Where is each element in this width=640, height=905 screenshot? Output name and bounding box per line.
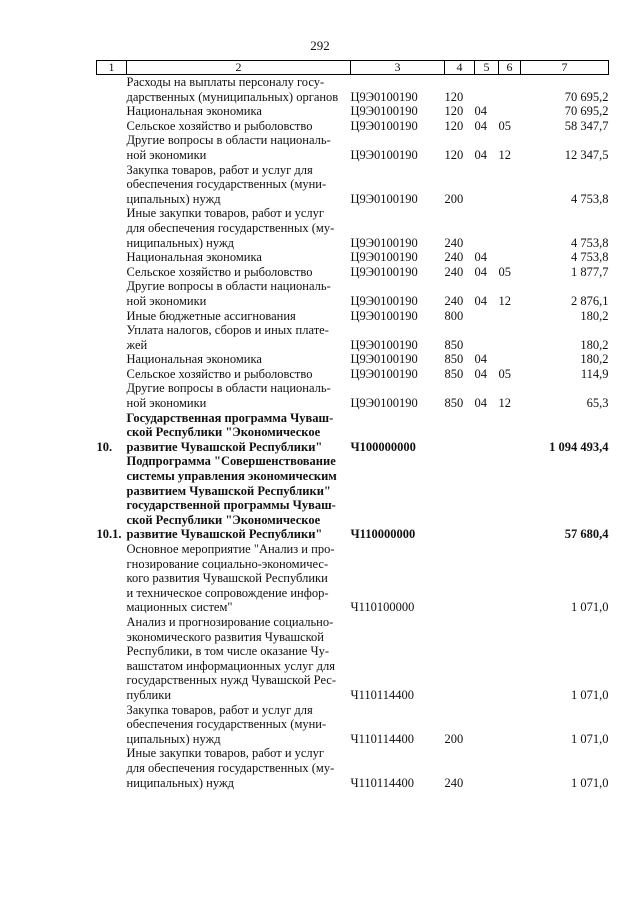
row-amount: 180,2 bbox=[580, 352, 609, 367]
row-name bbox=[127, 119, 351, 134]
table-row bbox=[97, 206, 609, 250]
table-row bbox=[97, 279, 609, 308]
row-subsection bbox=[499, 250, 521, 265]
row-subsection: 12 bbox=[498, 147, 511, 162]
row-section: 04 bbox=[474, 366, 487, 381]
row-expense-type: 240 bbox=[444, 250, 464, 265]
row-name-line: публики bbox=[126, 687, 172, 702]
row-number bbox=[97, 104, 127, 119]
row-subsection bbox=[499, 206, 521, 250]
row-number bbox=[97, 703, 127, 747]
row-expense-type bbox=[445, 454, 475, 542]
row-name-line: обеспечения государственных (муни- bbox=[126, 717, 327, 732]
row-section bbox=[475, 206, 499, 250]
table-row bbox=[97, 265, 609, 280]
row-subsection: 05 bbox=[498, 118, 511, 133]
row-expense-type: 200 bbox=[444, 191, 464, 206]
row-number bbox=[97, 279, 127, 308]
page-number: 292 bbox=[310, 38, 330, 53]
row-target-code: Ц9Э0100190 bbox=[350, 264, 418, 279]
row-subsection bbox=[499, 352, 521, 367]
table-row bbox=[97, 75, 609, 105]
row-expense-type bbox=[445, 411, 475, 455]
row-subsection bbox=[499, 411, 521, 455]
row-target-code: Ч110114400 bbox=[350, 687, 414, 702]
row-section: 04 bbox=[474, 264, 487, 279]
row-amount: 4 753,8 bbox=[571, 191, 609, 206]
column-header: 6 bbox=[499, 61, 521, 75]
row-expense-type: 120 bbox=[444, 118, 464, 133]
table-row bbox=[97, 309, 609, 324]
row-name-line: Другие вопросы в области националь- bbox=[126, 279, 331, 294]
row-name bbox=[127, 104, 351, 119]
row-name-line: и техническое сопровождение инфор- bbox=[126, 585, 329, 600]
row-subsection bbox=[499, 309, 521, 324]
row-name bbox=[127, 279, 351, 308]
row-name-line: государственных нужд Чувашской Рес- bbox=[126, 673, 337, 688]
row-expense-type: 850 bbox=[444, 337, 464, 352]
row-target-code: Ц9Э0100190 bbox=[350, 89, 418, 104]
table-row bbox=[97, 367, 609, 382]
row-name-line: Сельское хозяйство и рыболовство bbox=[126, 366, 313, 381]
row-name bbox=[127, 163, 351, 207]
table-row bbox=[97, 542, 609, 615]
row-amount: 1 071,0 bbox=[571, 731, 609, 746]
row-section bbox=[475, 323, 499, 352]
row-subsection bbox=[499, 163, 521, 207]
table-row bbox=[97, 615, 609, 703]
row-expense-type: 240 bbox=[444, 235, 464, 250]
row-amount: 180,2 bbox=[580, 308, 609, 323]
row-expense-type: 120 bbox=[444, 104, 464, 119]
row-name-line: Уплата налогов, сборов и иных плате- bbox=[126, 323, 329, 338]
row-expense-type: 200 bbox=[444, 731, 464, 746]
row-name-line: ниципальных) нужд bbox=[126, 235, 234, 250]
table-row bbox=[97, 381, 609, 410]
row-target-code: Ц9Э0100190 bbox=[350, 366, 418, 381]
row-name-line: жей bbox=[126, 337, 148, 352]
row-amount: 4 753,8 bbox=[571, 250, 609, 265]
row-name-line: Анализ и прогнозирование социально- bbox=[126, 614, 334, 629]
row-name bbox=[127, 75, 351, 105]
row-name bbox=[127, 323, 351, 352]
row-section bbox=[475, 411, 499, 455]
row-name bbox=[127, 454, 351, 542]
row-amount: 58 347,7 bbox=[564, 118, 609, 133]
row-expense-type: 240 bbox=[444, 775, 464, 790]
row-name-line: Другие вопросы в области националь- bbox=[126, 133, 331, 148]
row-name bbox=[127, 703, 351, 747]
row-target-code: Ц9Э0100190 bbox=[350, 235, 418, 250]
row-expense-type bbox=[445, 615, 475, 703]
row-expense-type: 850 bbox=[444, 396, 464, 411]
row-target-code: Ч110114400 bbox=[350, 731, 414, 746]
row-target-code: Ч110000000 bbox=[350, 527, 416, 542]
row-number bbox=[97, 352, 127, 367]
row-subsection: 12 bbox=[498, 293, 511, 308]
row-name-line: дарственных (муниципальных) органов bbox=[126, 89, 339, 104]
row-name bbox=[127, 381, 351, 410]
table-header-row bbox=[97, 61, 609, 75]
row-subsection bbox=[499, 104, 521, 119]
row-subsection bbox=[499, 703, 521, 747]
row-section: 04 bbox=[474, 118, 487, 133]
row-expense-type: 120 bbox=[444, 147, 464, 162]
row-name bbox=[127, 250, 351, 265]
row-number bbox=[97, 746, 127, 790]
row-name-line: Закупка товаров, работ и услуг для bbox=[126, 702, 313, 717]
row-name-line: для обеспечения государственных (му- bbox=[126, 220, 335, 235]
row-number bbox=[97, 309, 127, 324]
column-header: 5 bbox=[475, 61, 499, 75]
row-section bbox=[475, 75, 499, 105]
row-name-line: вашстатом информационных услуг для bbox=[126, 658, 335, 673]
row-subsection bbox=[499, 615, 521, 703]
row-number bbox=[97, 615, 127, 703]
table-row bbox=[97, 746, 609, 790]
row-name-line: Расходы на выплаты персоналу госу- bbox=[126, 75, 325, 89]
row-name-line: развитие Чувашской Республики" bbox=[126, 527, 323, 542]
row-name-line: Подпрограмма "Совершенствование bbox=[126, 454, 336, 469]
row-name bbox=[127, 411, 351, 455]
row-name-line: ной экономики bbox=[126, 293, 207, 308]
row-number bbox=[97, 75, 127, 105]
row-number bbox=[97, 163, 127, 207]
row-name-line: государственной программы Чуваш- bbox=[126, 498, 336, 513]
row-name bbox=[127, 746, 351, 790]
row-name-line: ниципальных) нужд bbox=[126, 775, 234, 790]
row-name-line: Иные закупки товаров, работ и услуг bbox=[126, 206, 325, 221]
row-amount: 4 753,8 bbox=[571, 235, 609, 250]
row-target-code: Ч110100000 bbox=[350, 600, 415, 615]
row-subsection bbox=[499, 746, 521, 790]
column-header: 2 bbox=[127, 61, 351, 75]
table-row bbox=[97, 703, 609, 747]
row-amount: 70 695,2 bbox=[564, 104, 609, 119]
row-number bbox=[97, 133, 127, 162]
table-row bbox=[97, 352, 609, 367]
row-amount: 1 094 493,4 bbox=[549, 439, 609, 454]
row-name-line: Другие вопросы в области националь- bbox=[126, 381, 331, 396]
row-name bbox=[127, 542, 351, 615]
row-name-line: экономического развития Чувашской bbox=[126, 629, 324, 644]
row-amount: 180,2 bbox=[580, 337, 609, 352]
row-name-line: Сельское хозяйство и рыболовство bbox=[126, 264, 313, 279]
row-target-code: Ч110114400 bbox=[350, 775, 414, 790]
row-amount: 1 071,0 bbox=[571, 600, 609, 615]
row-amount: 12 347,5 bbox=[564, 147, 609, 162]
table-body bbox=[97, 75, 609, 791]
table-row bbox=[97, 104, 609, 119]
row-subsection: 05 bbox=[498, 366, 511, 381]
row-expense-type: 240 bbox=[444, 264, 464, 279]
row-number: 10.1. bbox=[96, 527, 122, 542]
row-target-code: Ц9Э0100190 bbox=[350, 337, 418, 352]
row-expense-type bbox=[445, 542, 475, 615]
row-section: 04 bbox=[474, 250, 487, 265]
table-row bbox=[97, 163, 609, 207]
column-header: 1 bbox=[97, 61, 127, 75]
row-target-code: Ц9Э0100190 bbox=[350, 147, 418, 162]
column-header: 7 bbox=[521, 61, 609, 75]
row-target-code: Ц9Э0100190 bbox=[350, 352, 418, 367]
table-row bbox=[97, 133, 609, 162]
row-section bbox=[475, 163, 499, 207]
row-number bbox=[97, 119, 127, 134]
row-number bbox=[97, 250, 127, 265]
table-row bbox=[97, 119, 609, 134]
row-name bbox=[127, 133, 351, 162]
row-subsection: 05 bbox=[498, 264, 511, 279]
row-name bbox=[127, 352, 351, 367]
row-number bbox=[97, 367, 127, 382]
row-subsection bbox=[499, 75, 521, 105]
row-number bbox=[97, 206, 127, 250]
row-name-line: ной экономики bbox=[126, 396, 207, 411]
row-target-code: Ц9Э0100190 bbox=[350, 293, 418, 308]
row-target-code: Ц9Э0100190 bbox=[350, 191, 418, 206]
row-target-code: Ц9Э0100190 bbox=[350, 396, 418, 411]
row-section bbox=[475, 542, 499, 615]
row-section: 04 bbox=[474, 147, 487, 162]
row-number: 10. bbox=[96, 439, 113, 454]
row-subsection bbox=[499, 454, 521, 542]
row-target-code: Ц9Э0100190 bbox=[350, 308, 418, 323]
row-section bbox=[475, 703, 499, 747]
row-expense-type: 800 bbox=[444, 308, 464, 323]
row-target-code: Ц9Э0100190 bbox=[350, 104, 418, 119]
table-row bbox=[97, 411, 609, 455]
row-section: 04 bbox=[474, 293, 487, 308]
row-subsection: 12 bbox=[498, 396, 511, 411]
row-amount: 1 071,0 bbox=[571, 775, 609, 790]
row-name-line: Иные закупки товаров, работ и услуг bbox=[126, 746, 325, 761]
row-name-line: Национальная экономика bbox=[126, 250, 262, 265]
row-name bbox=[127, 615, 351, 703]
row-number bbox=[97, 542, 127, 615]
row-name-line: Основное мероприятие "Анализ и про- bbox=[126, 542, 335, 556]
row-number bbox=[97, 265, 127, 280]
row-expense-type: 240 bbox=[444, 293, 464, 308]
row-number bbox=[97, 323, 127, 352]
row-name-line: Национальная экономика bbox=[126, 104, 262, 119]
row-section: 04 bbox=[474, 396, 487, 411]
row-name-line: развитием Чувашской Республики" bbox=[126, 483, 331, 498]
row-section bbox=[475, 615, 499, 703]
row-name bbox=[127, 309, 351, 324]
row-name-line: обеспечения государственных (муни- bbox=[126, 177, 327, 192]
table-row bbox=[97, 323, 609, 352]
row-target-code: Ц9Э0100190 bbox=[350, 118, 418, 133]
row-name-line: Государственная программа Чуваш- bbox=[126, 410, 334, 425]
column-header: 3 bbox=[351, 61, 445, 75]
row-section: 04 bbox=[474, 352, 487, 367]
row-name-line: Иные бюджетные ассигнования bbox=[126, 308, 296, 323]
row-name-line: кого развития Чувашской Республики bbox=[126, 571, 328, 586]
row-name-line: Закупка товаров, работ и услуг для bbox=[126, 162, 313, 177]
row-amount: 65,3 bbox=[586, 396, 609, 411]
row-amount: 57 680,4 bbox=[564, 527, 609, 542]
row-target-code: Ч100000000 bbox=[350, 439, 416, 454]
row-name-line: ской Республики "Экономическое bbox=[126, 512, 321, 527]
row-number bbox=[97, 381, 127, 410]
row-section: 04 bbox=[474, 104, 487, 119]
row-name bbox=[127, 206, 351, 250]
row-name-line: системы управления экономическим bbox=[126, 469, 337, 484]
row-name-line: ской Республики "Экономическое bbox=[126, 425, 321, 440]
row-amount: 1 071,0 bbox=[571, 687, 609, 702]
row-name-line: мационных систем" bbox=[126, 600, 233, 615]
row-section bbox=[475, 309, 499, 324]
row-name-line: ципальных) нужд bbox=[126, 191, 221, 206]
row-amount: 1 877,7 bbox=[571, 264, 609, 279]
row-name-line: Сельское хозяйство и рыболовство bbox=[126, 118, 313, 133]
table-row bbox=[97, 454, 609, 542]
column-header: 4 bbox=[445, 61, 475, 75]
row-expense-type: 850 bbox=[444, 366, 464, 381]
row-name-line: Национальная экономика bbox=[126, 352, 262, 367]
table-row bbox=[97, 250, 609, 265]
row-section bbox=[475, 454, 499, 542]
row-name-line: для обеспечения государственных (му- bbox=[126, 760, 335, 775]
row-expense-type: 120 bbox=[444, 89, 464, 104]
row-subsection bbox=[499, 542, 521, 615]
row-name-line: ципальных) нужд bbox=[126, 731, 221, 746]
row-target-code: Ц9Э0100190 bbox=[350, 250, 418, 265]
row-name-line: гнозирование социально-экономичес- bbox=[126, 556, 329, 571]
row-amount: 114,9 bbox=[580, 366, 609, 381]
row-name bbox=[127, 367, 351, 382]
row-section bbox=[475, 746, 499, 790]
row-amount: 70 695,2 bbox=[564, 89, 609, 104]
row-name-line: ной экономики bbox=[126, 147, 207, 162]
row-subsection bbox=[499, 323, 521, 352]
row-name-line: развитие Чувашской Республики" bbox=[126, 439, 323, 454]
row-expense-type: 850 bbox=[444, 352, 464, 367]
row-amount: 2 876,1 bbox=[571, 293, 609, 308]
row-name-line: Республики, в том числе оказание Чу- bbox=[126, 644, 330, 659]
budget-table bbox=[96, 60, 609, 790]
row-name bbox=[127, 265, 351, 280]
